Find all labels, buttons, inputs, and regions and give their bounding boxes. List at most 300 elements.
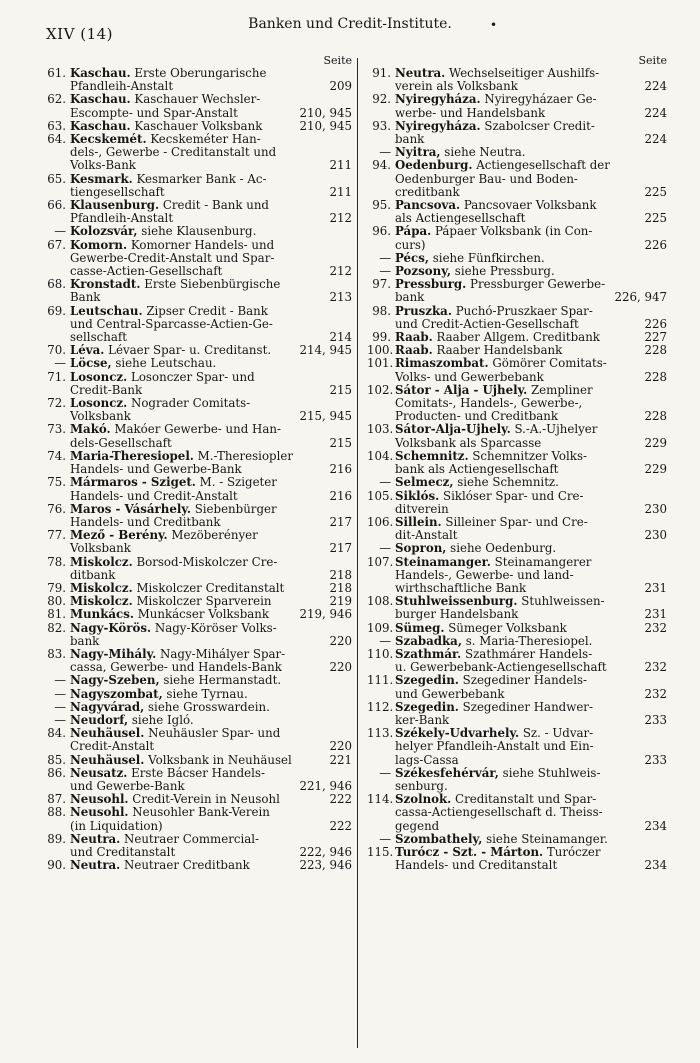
entry-body: [395, 423, 667, 449]
entry-place: Löcse,: [70, 356, 112, 371]
entry-number: 71.: [47, 369, 66, 384]
entry-number: —: [379, 633, 391, 648]
entry-place: Székely-Udvarhely.: [395, 726, 520, 741]
entry-text: siehe Steinamanger.: [486, 831, 608, 846]
entry-place: Munkács.: [70, 607, 134, 622]
index-entry: [367, 556, 667, 596]
entry-page: 211: [329, 184, 352, 199]
entry-text: und Gewerbebank: [395, 686, 505, 701]
entry-text: Credit-Anstalt: [70, 739, 155, 754]
entry-place: Neusohl.: [70, 805, 129, 820]
entry-text: Kaschauer Wechsler-: [134, 92, 261, 107]
entry-page: 223, 946: [299, 858, 352, 873]
entry-text: Pancsovaer Volksbank: [463, 198, 597, 213]
entry-place: Sátor - Alja - Ujhely.: [395, 382, 528, 397]
page-header: [0, 16, 700, 43]
entry-number: 103.: [367, 422, 394, 437]
entry-number: —: [379, 831, 391, 846]
entry-body: [70, 173, 352, 199]
entry-body: [395, 846, 667, 872]
entry-number: —: [379, 264, 391, 279]
entry-text: Kecskeméter Han-: [150, 132, 261, 147]
index-entry: [367, 199, 667, 225]
index-entry: [367, 595, 667, 621]
entry-number: 111.: [367, 673, 394, 688]
entry-number: 83.: [47, 646, 66, 661]
entry-text: siehe Grosswardein.: [148, 699, 270, 714]
entry-text: dels-Gesellschaft: [70, 435, 172, 450]
entry-number: 75.: [47, 475, 66, 490]
entry-text: wirthschaftliche Bank: [395, 580, 527, 595]
entry-page: 215, 945: [299, 409, 352, 424]
entry-number: 96.: [372, 224, 391, 239]
entry-place: Nagyszombat,: [70, 686, 163, 701]
entry-text: Bank: [70, 290, 101, 305]
entry-text: Turóczer: [546, 844, 601, 859]
entry-number: 70.: [47, 343, 66, 358]
entry-number: 106.: [367, 514, 394, 529]
entry-page: 229: [644, 462, 667, 477]
entry-page: 234: [644, 818, 667, 833]
entry-page: 220: [329, 739, 352, 754]
entry-body: [395, 225, 667, 251]
entry-place: Rimaszombat.: [395, 356, 489, 371]
index-entry: [42, 278, 352, 304]
entry-number: 115.: [367, 844, 394, 859]
entry-number: 82.: [47, 620, 66, 635]
entry-page: 209: [329, 79, 352, 94]
entry-place: Nagy-Körös.: [70, 620, 152, 635]
entry-place: Schemnitz.: [395, 448, 469, 463]
entry-number: 98.: [372, 303, 391, 318]
entry-text: Handels- und Creditanstalt: [395, 858, 558, 873]
entry-place: Miskolcz.: [70, 554, 133, 569]
entry-line: [70, 622, 352, 635]
entry-body: [70, 476, 352, 502]
entry-text: Komorner Handels- und: [130, 237, 275, 252]
entry-text: Miskolczer Sparverein: [136, 594, 272, 609]
entry-place: Mező - Berény.: [70, 528, 168, 543]
entry-place: Kecskemét.: [70, 132, 147, 147]
entry-number: 77.: [47, 528, 66, 543]
index-entry: [42, 371, 352, 397]
entry-text: Losonczer Spar- und: [131, 369, 255, 384]
index-entry: [367, 305, 667, 331]
entry-number: —: [54, 712, 66, 727]
entry-body: [70, 67, 352, 93]
entry-text: u. Gewerbebank-Actiengesellschaft: [395, 660, 607, 675]
entry-text: Sz. - Udvar-: [522, 726, 594, 741]
entry-text: Kesmarker Bank - Ac-: [136, 171, 267, 186]
entry-text: Szathmárer Handels-: [465, 646, 593, 661]
entry-body: [70, 305, 352, 345]
entry-place: Miskolcz.: [70, 580, 133, 595]
index-entry: [367, 67, 667, 93]
entry-place: Pancsova.: [395, 198, 461, 213]
entry-number: —: [54, 224, 66, 239]
entry-page: 228: [644, 369, 667, 384]
entry-body: [395, 278, 667, 304]
entry-number: 62.: [47, 92, 66, 107]
entry-place: Kaschau.: [70, 118, 131, 133]
seite-label-right: Seite: [638, 54, 667, 67]
entry-text: Gömörer Comitats-: [492, 356, 607, 371]
entry-number: 85.: [47, 752, 66, 767]
entry-number: 78.: [47, 554, 66, 569]
index-entry: [42, 648, 352, 674]
entry-place: Szegedin.: [395, 673, 459, 688]
entry-number: 105.: [367, 488, 394, 503]
index-entry: [42, 556, 352, 582]
entry-body: [70, 423, 352, 449]
entry-place: Sümeg.: [395, 620, 445, 635]
entry-text: bank: [395, 132, 425, 147]
entry-page: 218: [329, 567, 352, 582]
entry-text: Munkácser Volksbank: [137, 607, 270, 622]
index-entry: [42, 450, 352, 476]
entry-number: 79.: [47, 580, 66, 595]
index-entry: [42, 423, 352, 449]
entry-text: Miskolczer Creditanstalt: [136, 580, 285, 595]
entry-page: 210, 945: [299, 105, 352, 120]
index-entry: [367, 120, 667, 146]
entry-place: Pruszka.: [395, 303, 452, 318]
entry-page: 224: [644, 132, 667, 147]
entry-place: Raab.: [395, 343, 433, 358]
entry-place: Steinamanger.: [395, 554, 491, 569]
entry-text: Steinamangerer: [494, 554, 592, 569]
entry-text: cassa-Actiengesellschaft d. Theiss-: [395, 805, 603, 820]
entry-body: [70, 767, 352, 793]
entry-page: 228: [644, 343, 667, 358]
entry-place: Maros - Vásárhely.: [70, 501, 191, 516]
entry-text: cassa, Gewerbe- und Handels-Bank: [70, 660, 282, 675]
index-entry: [367, 278, 667, 304]
entry-page: 216: [329, 488, 352, 503]
index-entry: [42, 859, 352, 872]
entry-text: Nograder Comitats-: [131, 396, 251, 411]
entry-body: [70, 199, 352, 225]
entry-number: —: [379, 541, 391, 556]
entry-page: 222: [329, 792, 352, 807]
entry-number: 91.: [372, 66, 391, 80]
entry-line: [395, 225, 667, 238]
entry-number: 64.: [47, 132, 66, 147]
entry-text: Sümeger Volksbank: [448, 620, 567, 635]
entry-text: siehe Klausenburg.: [141, 224, 257, 239]
entry-place: Klausenburg.: [70, 198, 160, 213]
entry-number: 108.: [367, 594, 394, 609]
index-entry: [42, 67, 352, 93]
index-entry: [367, 93, 667, 119]
entry-page: 228: [644, 409, 667, 424]
entry-text: Volksbank: [70, 541, 131, 556]
entry-text: bank: [395, 290, 425, 305]
entry-text: Handels-, Gewerbe- und land-: [395, 567, 574, 582]
entry-number: 109.: [367, 620, 394, 635]
entry-place: Sopron,: [395, 541, 447, 556]
index-entry: [367, 516, 667, 542]
entry-number: 65.: [47, 171, 66, 186]
entry-text: Comitats-, Handels-, Gewerbe-,: [395, 396, 583, 411]
entry-body: [395, 648, 667, 674]
entry-page: 211: [329, 158, 352, 173]
entry-text: Neuhäusler Spar- und: [148, 726, 281, 741]
entry-place: Székesfehérvár,: [395, 765, 499, 780]
entry-number: 88.: [47, 805, 66, 820]
entry-text: ditbank: [70, 567, 116, 582]
entry-text: und Credit-Actien-Gesellschaft: [395, 316, 579, 331]
entry-place: Raab.: [395, 330, 433, 345]
entry-page: 217: [329, 541, 352, 556]
entry-body: [395, 516, 667, 542]
entry-place: Neutra.: [70, 831, 121, 846]
entry-text: M. - Szigeter: [199, 475, 277, 490]
entry-text: siehe Hermanstadt.: [163, 673, 282, 688]
entry-page: 226: [644, 316, 667, 331]
entry-text: Volksbank: [70, 409, 131, 424]
entry-page: 233: [644, 712, 667, 727]
left-column: [42, 54, 352, 872]
entry-number: 67.: [47, 237, 66, 252]
entry-place: Selmecz,: [395, 475, 454, 490]
entry-text: Kaschauer Volksbank: [134, 118, 263, 133]
entry-page: 219, 946: [299, 607, 352, 622]
index-entry: [367, 674, 667, 700]
entry-text: Credit-Verein in Neusohl: [132, 792, 280, 807]
entry-place: Szabadka,: [395, 633, 462, 648]
entry-line: [395, 859, 667, 872]
index-entry: [42, 622, 352, 648]
entry-place: Kaschau.: [70, 66, 131, 80]
entry-page: 224: [644, 105, 667, 120]
entry-place: Pápa.: [395, 224, 432, 239]
entry-page: 225: [644, 211, 667, 226]
entry-place: Neusohl.: [70, 792, 129, 807]
index-entry: [367, 450, 667, 476]
index-entry: [42, 529, 352, 555]
entry-number: 92.: [372, 92, 391, 107]
entry-text: ker-Bank: [395, 712, 450, 727]
entry-body: [70, 450, 352, 476]
entry-line: [70, 278, 352, 291]
entry-body: [70, 397, 352, 423]
entry-number: 86.: [47, 765, 66, 780]
entry-text: Lévaer Spar- u. Creditanst.: [108, 343, 272, 358]
entry-page: 219: [329, 594, 352, 609]
entry-page: 220: [329, 660, 352, 675]
entry-place: Maria-Theresiopel.: [70, 448, 194, 463]
entry-number: 89.: [47, 831, 66, 846]
entry-text: (in Liquidation): [70, 818, 163, 833]
entry-body: [395, 490, 667, 516]
entry-body: [70, 93, 352, 119]
index-entry: [42, 133, 352, 173]
entry-text: siehe Schemnitz.: [457, 475, 559, 490]
entry-page: 214, 945: [299, 343, 352, 358]
entry-body: [70, 529, 352, 555]
entry-text: siehe Pressburg.: [454, 264, 555, 279]
entry-place: Komorn.: [70, 237, 128, 252]
index-entry: [42, 833, 352, 859]
entry-text: Puchó-Pruszkaer Spar-: [455, 303, 593, 318]
entry-text: Neusohler Bank-Verein: [132, 805, 270, 820]
index-entry: [42, 806, 352, 832]
entry-place: Losoncz.: [70, 369, 128, 384]
entry-place: Siklós.: [395, 488, 440, 503]
entry-number: 110.: [367, 646, 394, 661]
entry-text: Neutraer Creditbank: [124, 858, 250, 873]
entry-text: siehe Tyrnau.: [166, 686, 248, 701]
index-entry: [367, 648, 667, 674]
entry-text: Schemnitzer Volks-: [472, 448, 587, 463]
entry-number: 87.: [47, 792, 66, 807]
index-entry: [367, 490, 667, 516]
entry-page: 218: [329, 580, 352, 595]
entry-text: Zipser Credit - Bank: [146, 303, 268, 318]
entry-number: 74.: [47, 448, 66, 463]
entry-body: [70, 648, 352, 674]
entry-body: [395, 199, 667, 225]
entry-text: Erste Siebenbürgische: [144, 277, 281, 292]
entry-place: Kolozsvár,: [70, 224, 138, 239]
entry-page: 215: [329, 382, 352, 397]
entry-text: Creditanstalt und Spar-: [455, 792, 597, 807]
entry-page: 220: [329, 633, 352, 648]
entry-place: Neutra.: [395, 66, 446, 80]
index-entry: [367, 767, 667, 793]
index-entry: [367, 423, 667, 449]
entry-text: Credit - Bank und: [162, 198, 269, 213]
entry-number: 68.: [47, 277, 66, 292]
entry-text: Szabolcser Credit-: [484, 118, 595, 133]
entry-place: Nyiregyháza.: [395, 118, 481, 133]
index-entry: [367, 357, 667, 383]
entry-page: 217: [329, 514, 352, 529]
entry-place: Sátor-Alja-Ujhely.: [395, 422, 511, 437]
entry-number: 63.: [47, 118, 66, 133]
entry-body: [395, 727, 667, 767]
entry-text: Nagy-Köröser Volks-: [154, 620, 277, 635]
entry-text: Producten- und Creditbank: [395, 409, 559, 424]
entry-place: Sillein.: [395, 514, 442, 529]
entry-page: 232: [644, 620, 667, 635]
entry-place: Leutschau.: [70, 303, 143, 318]
entry-page: 216: [329, 462, 352, 477]
entry-text: Volksbank in Neuhäusel: [148, 752, 292, 767]
entry-text: siehe Neutra.: [444, 145, 526, 160]
entry-text: Neutraer Commercial-: [124, 831, 260, 846]
entry-page: 226, 947: [614, 290, 667, 305]
entry-body: [395, 120, 667, 146]
column-divider: [357, 58, 358, 1048]
entry-body: [395, 159, 667, 199]
entry-text: Pfandleih-Anstalt: [70, 79, 174, 94]
entry-body: [395, 793, 667, 833]
entry-text: Erste Oberungarische: [134, 66, 267, 80]
entry-text: dels-, Gewerbe - Creditanstalt und: [70, 145, 277, 160]
index-entry: [42, 199, 352, 225]
entry-text: Siebenbürger: [194, 501, 277, 516]
entry-place: Nagyvárad,: [70, 699, 145, 714]
entry-text: und Central-Sparcasse-Actien-Ge-: [70, 316, 273, 331]
entry-number: 102.: [367, 382, 394, 397]
entry-number: —: [54, 356, 66, 371]
index-entry: [42, 727, 352, 753]
entry-page: 232: [644, 660, 667, 675]
entry-text: und Creditanstalt: [70, 844, 176, 859]
index-entry: [42, 305, 352, 345]
entry-place: Léva.: [70, 343, 105, 358]
entry-place: Szolnok.: [395, 792, 452, 807]
entry-text: Mezöberényer: [171, 528, 258, 543]
entry-number: 95.: [372, 198, 391, 213]
entry-body: [395, 450, 667, 476]
entry-text: Handels- und Gewerbe-Bank: [70, 462, 242, 477]
entry-page: 222: [329, 818, 352, 833]
entry-line: [70, 859, 352, 872]
entry-body: [70, 859, 352, 872]
entry-text: siehe Oedenburg.: [450, 541, 557, 556]
entry-place: Pressburg.: [395, 277, 467, 292]
entry-text: Credit-Bank: [70, 382, 143, 397]
entry-text: tiengesellschaft: [70, 184, 165, 199]
entry-place: Neuhäusel.: [70, 752, 145, 767]
entry-text: Raaber Allgem. Creditbank: [436, 330, 600, 345]
entry-text: casse-Actien-Gesellschaft: [70, 264, 223, 279]
entry-number: 69.: [47, 303, 66, 318]
index-entry: [367, 384, 667, 424]
entry-text: Raaber Handelsbank: [436, 343, 563, 358]
entry-place: Nagy-Szeben,: [70, 673, 160, 688]
entry-text: und Gewerbe-Bank: [70, 778, 185, 793]
entry-text: creditbank: [395, 184, 460, 199]
entry-text: siehe Igló.: [131, 712, 194, 727]
entry-page: 215: [329, 435, 352, 450]
entry-text: Handels- und Credit-Anstalt: [70, 488, 238, 503]
entry-number: —: [54, 673, 66, 688]
entry-body: [70, 278, 352, 304]
entry-place: Nagy-Mihály.: [70, 646, 157, 661]
entry-page: 213: [329, 290, 352, 305]
entry-text: Volks-Bank: [70, 158, 136, 173]
entry-place: Neutra.: [70, 858, 121, 873]
entry-body: [70, 806, 352, 832]
entry-body: [70, 371, 352, 397]
entry-place: Losoncz.: [70, 396, 128, 411]
entry-place: Kesmark.: [70, 171, 133, 186]
entry-number: 84.: [47, 726, 66, 741]
entry-number: 90.: [47, 858, 66, 873]
entry-number: —: [54, 686, 66, 701]
entry-place: Pozsony,: [395, 264, 452, 279]
entry-number: 73.: [47, 422, 66, 437]
entry-number: —: [379, 250, 391, 265]
entry-number: 97.: [372, 277, 391, 292]
entry-place: Kaschau.: [70, 92, 131, 107]
entry-body: [70, 503, 352, 529]
index-entry: [367, 727, 667, 767]
entry-page: 231: [644, 580, 667, 595]
entry-place: Makó.: [70, 422, 111, 437]
header-dot: •: [490, 18, 498, 32]
entry-page: 230: [644, 528, 667, 543]
entry-text: Makóer Gewerbe- und Han-: [114, 422, 281, 437]
entry-page: 234: [644, 858, 667, 873]
entry-body: [395, 701, 667, 727]
entry-page: 212: [329, 264, 352, 279]
index-entry: [367, 793, 667, 833]
